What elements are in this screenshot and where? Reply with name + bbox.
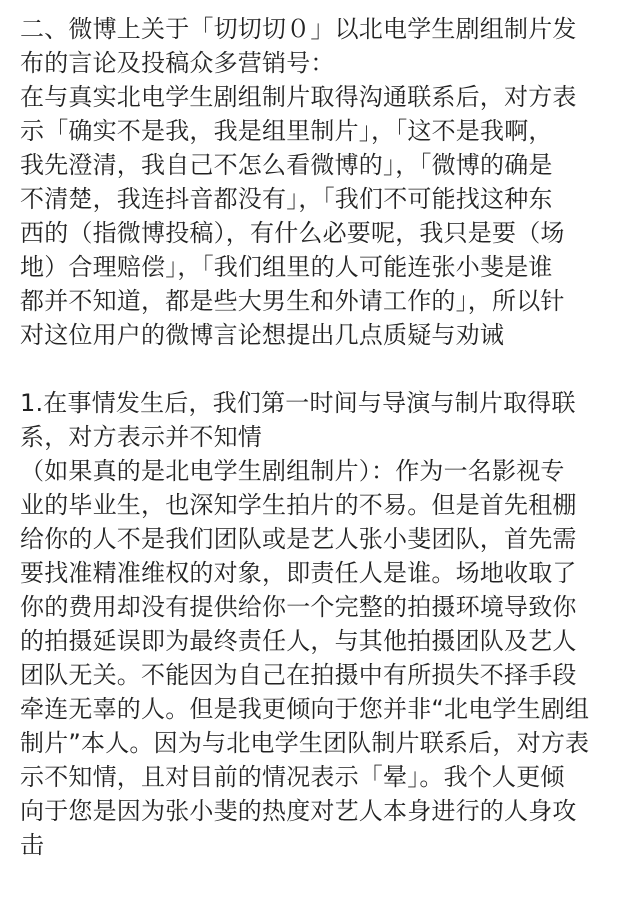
paragraph-line: 要找准精准维权的对象，即责任人是谁。场地收取了 <box>20 559 577 587</box>
paragraph-line: 给你的人不是我们团队或是艺人张小斐团队，首先需 <box>20 525 577 553</box>
paragraph-line: 地）合理赔偿」，「我们组里的人可能连张小斐是谁 <box>20 253 553 281</box>
paragraph-line: 示「确实不是我，我是组里制片」，「这不是我啊， <box>20 117 553 145</box>
section-two <box>20 12 622 352</box>
paragraph-line: 都并不知道，都是些大男生和外请工作的」，所以针 <box>20 287 565 315</box>
paragraph-line: 业的毕业生，也深知学生拍片的不易。但是首先租棚 <box>20 491 577 519</box>
paragraph-line: 对这位用户的微博言论想提出几点质疑与劝诫 <box>20 321 504 349</box>
paragraph-line: 在与真实北电学生剧组制片取得沟通联系后，对方表 <box>20 83 577 111</box>
paragraph-line: 的拍摄延误即为最终责任人，与其他拍摄团队及艺人 <box>20 627 577 655</box>
paragraph-line: 向于您是因为张小斐的热度对艺人本身进行的人身攻 <box>20 797 577 825</box>
paragraph-line: 1.在事情发生后，我们第一时间与导演与制片取得联 <box>20 389 576 417</box>
paragraph-line: 西的（指微博投稿），有什么必要呢，我只是要（场 <box>20 219 565 247</box>
paragraph-line: 示不知情，且对目前的情况表示「晕」。我个人更倾 <box>20 763 565 791</box>
paragraph-line: 击 <box>20 831 45 859</box>
section-heading-line: 布的言论及投稿众多营销号： <box>20 49 335 77</box>
paragraph-line: 牵连无辜的人。但是我更倾向于您并非“北电学生剧组 <box>20 695 590 723</box>
paragraph-line: 团队无关。不能因为自己在拍摄中有所损失不择手段 <box>20 661 577 689</box>
paragraph-line: 我先澄清，我自己不怎么看微博的」，「微博的确是 <box>20 151 553 179</box>
paragraph-line: 不清楚，我连抖音都没有」，「我们不可能找这种东 <box>20 185 553 213</box>
paragraph-line: 你的费用却没有提供给你一个完整的拍摄环境导致你 <box>20 593 577 621</box>
paragraph-line: （如果真的是北电学生剧组制片）：作为一名影视专 <box>20 457 565 485</box>
point-one <box>20 386 622 862</box>
paragraph-line: 系，对方表示并不知情 <box>20 423 262 451</box>
paragraph-line: 制片”本人。因为与北电学生团队制片联系后，对方表 <box>20 729 590 757</box>
section-heading-line: 二、微博上关于「切切切０」以北电学生剧组制片发 <box>20 15 577 43</box>
paragraph-spacer <box>20 352 622 386</box>
